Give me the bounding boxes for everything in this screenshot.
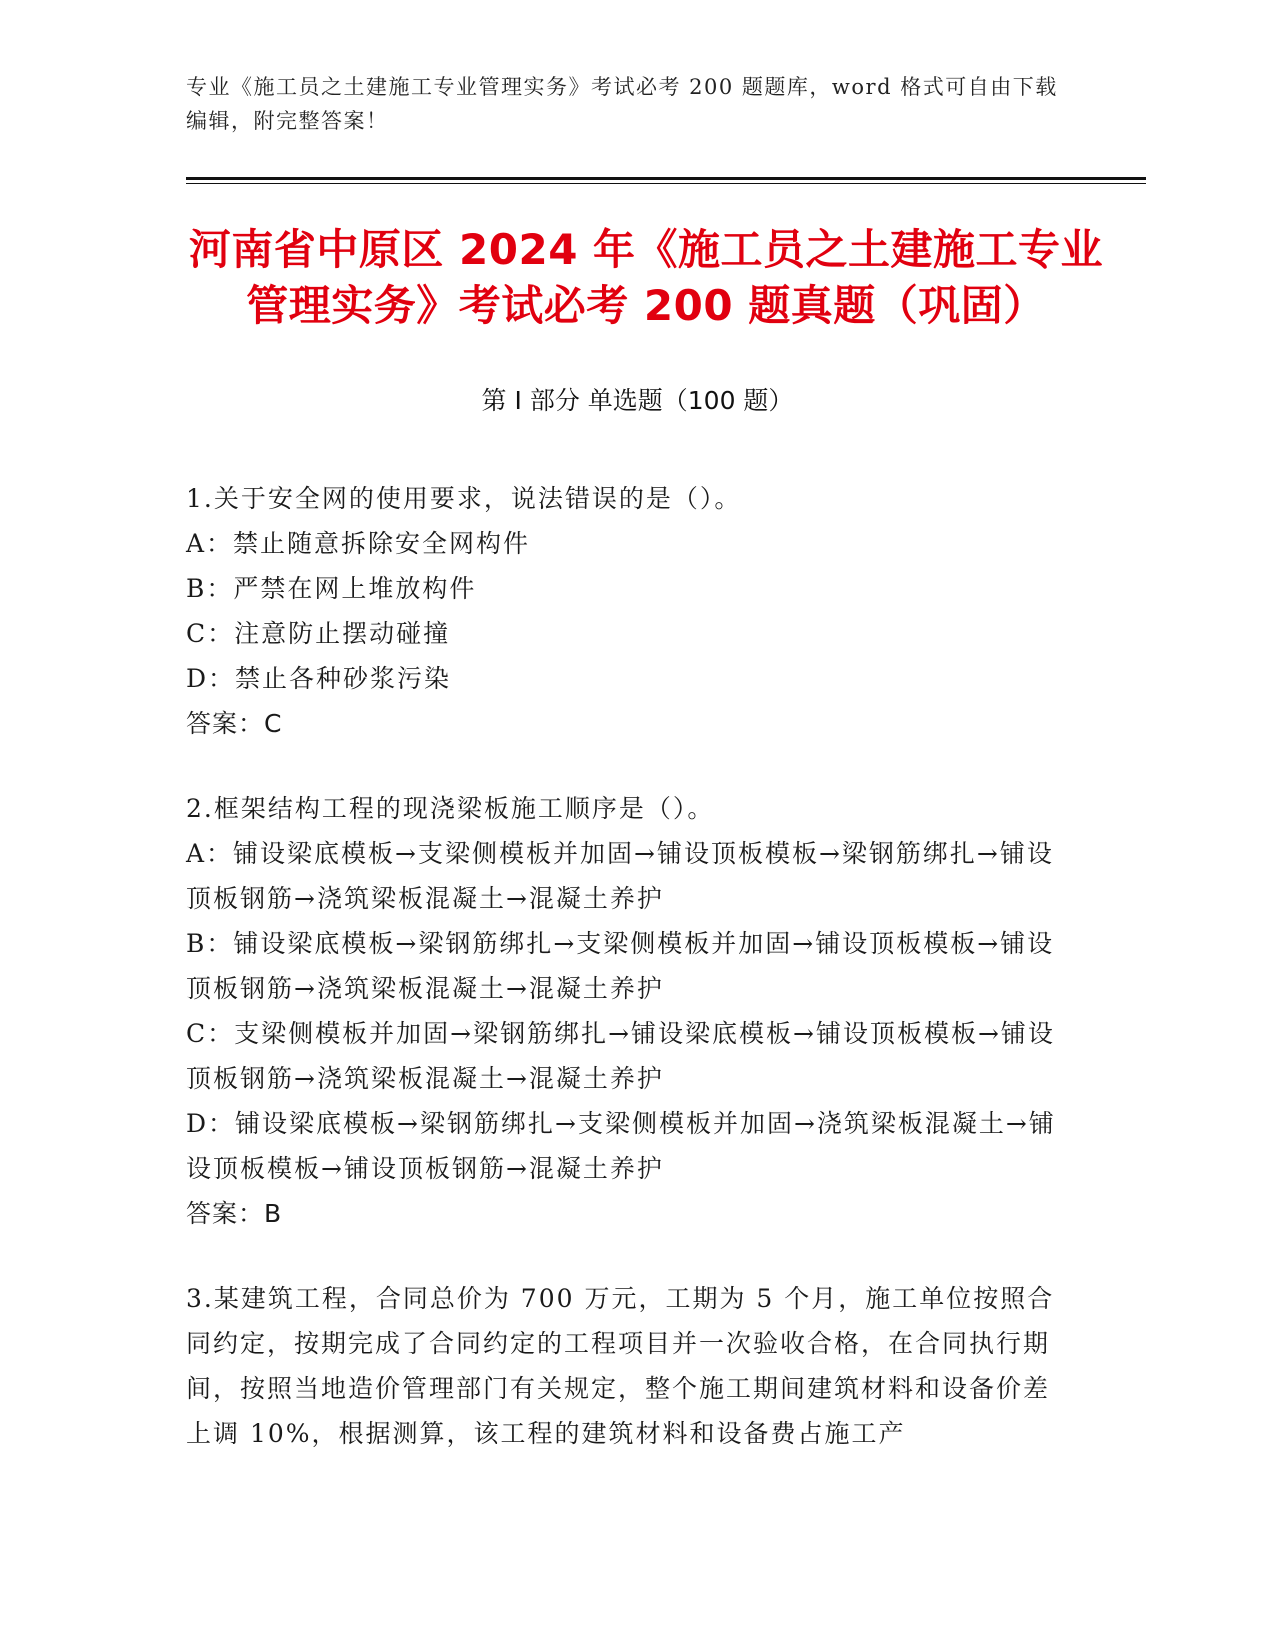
header-divider-thin <box>186 183 1146 184</box>
option-d: D：铺设梁底模板→梁钢筋绑扎→支梁侧模板并加固→浇筑梁板混凝土→铺设顶板模板→铺设顶板钢筋→混凝土养护 <box>186 1109 1056 1183</box>
option-c: C：注意防止摆动碰撞 <box>186 619 451 648</box>
option-a: A：铺设梁底模板→支梁侧模板并加固→铺设顶板模板→梁钢筋绑扎→铺设顶板钢筋→浇筑梁板混凝土→混凝土养护 <box>186 839 1054 913</box>
question-2 <box>186 786 1066 1236</box>
question-stem: 3.某建筑工程，合同总价为 700 万元，工期为 5 个月，施工单位按照合同约定，按期完成了合同约定的工程项目并一次验收合格，在合同执行期间，按照当地造价管理部门有关规定，整个施工期间建筑材料和设备价差上调 10%，根据测算，该工程的建筑材料和设备费占施工产 <box>186 1284 1055 1448</box>
option-a: A：禁止随意拆除安全网构件 <box>186 529 531 558</box>
question-1 <box>186 476 1066 746</box>
header-divider-thick <box>186 177 1146 180</box>
option-d: D：禁止各种砂浆污染 <box>186 664 452 693</box>
question-stem: 1.关于安全网的使用要求，说法错误的是（）。 <box>186 484 742 513</box>
option-c: C：支梁侧模板并加固→梁钢筋绑扎→铺设梁底模板→铺设顶板模板→铺设顶板钢筋→浇筑梁板混凝土→混凝土养护 <box>186 1019 1055 1093</box>
question-3 <box>186 1276 1066 1456</box>
question-list <box>186 476 1066 1496</box>
section-title: 第 I 部分 单选题（100 题） <box>481 386 794 415</box>
answer: 答案：B <box>186 1199 283 1228</box>
option-b: B：严禁在网上堆放构件 <box>186 574 477 603</box>
question-stem: 2.框架结构工程的现浇梁板施工顺序是（）。 <box>186 794 715 823</box>
document-title: 河南省中原区 2024 年《施工员之土建施工专业管理实务》考试必考 200 题真题（巩固） <box>188 225 1104 330</box>
header-note: 专业《施工员之土建施工专业管理实务》考试必考 200 题题库，word 格式可自由下载编辑，附完整答案！ <box>186 75 1058 133</box>
answer: 答案：C <box>186 709 283 738</box>
option-b: B：铺设梁底模板→梁钢筋绑扎→支梁侧模板并加固→铺设顶板模板→铺设顶板钢筋→浇筑梁板混凝土→混凝土养护 <box>186 929 1055 1003</box>
